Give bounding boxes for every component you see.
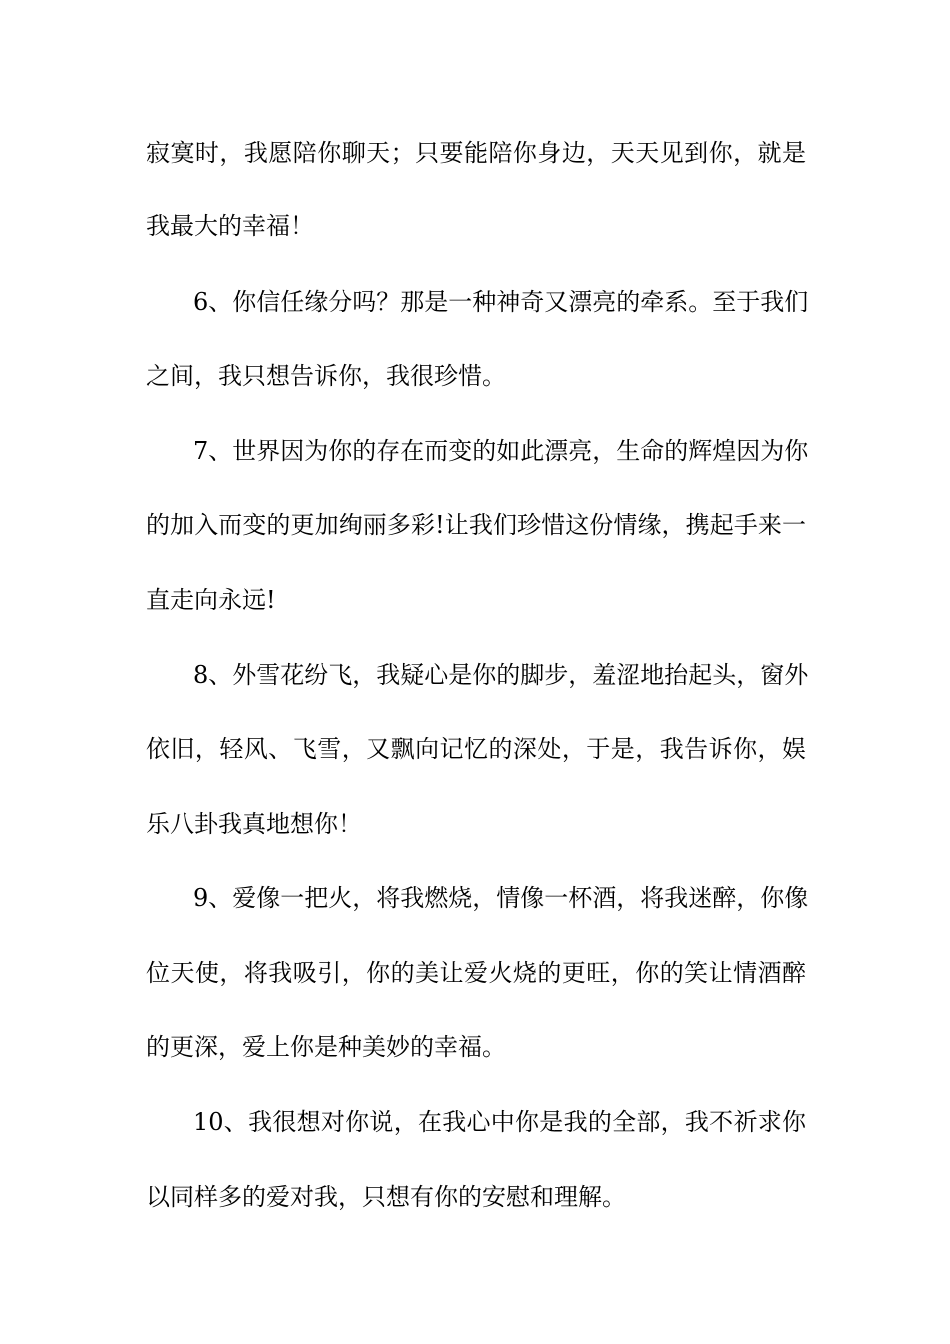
- text-line: 9、爱像一把火，将我燃烧，情像一杯酒，将我迷醉，你像: [193, 884, 809, 912]
- text-line: 乐八卦我真地想你！: [146, 810, 362, 838]
- text-line: 依旧，轻风、飞雪，又飘向记忆的深处，于是，我告诉你，娱: [146, 735, 806, 763]
- text-line: 位天使，将我吸引，你的美让爱火烧的更旺，你的笑让情酒醉: [146, 959, 806, 987]
- text-line: 的更深，爱上你是种美妙的幸福。: [146, 1033, 506, 1061]
- text-line: 8、外雪花纷飞，我疑心是你的脚步，羞涩地抬起头，窗外: [193, 661, 809, 689]
- text-line: 7、世界因为你的存在而变的如此漂亮，生命的辉煌因为你: [193, 437, 809, 465]
- text-line: 我最大的幸福！: [146, 212, 314, 240]
- text-line: 直走向永远!: [146, 586, 276, 614]
- text-line: 以同样多的爱对我，只想有你的安慰和理解。: [146, 1183, 626, 1211]
- text-line: 10、我很想对你说，在我心中你是我的全部，我不祈求你: [193, 1108, 806, 1136]
- text-line: 的加入而变的更加绚丽多彩!让我们珍惜这份情缘，携起手来一: [146, 511, 806, 539]
- text-line: 6、你信任缘分吗？那是一种神奇又漂亮的牵系。至于我们: [193, 288, 809, 316]
- text-line: 寂寞时，我愿陪你聊天；只要能陪你身边，天天见到你，就是: [146, 139, 806, 167]
- text-line: 之间，我只想告诉你，我很珍惜。: [146, 362, 506, 390]
